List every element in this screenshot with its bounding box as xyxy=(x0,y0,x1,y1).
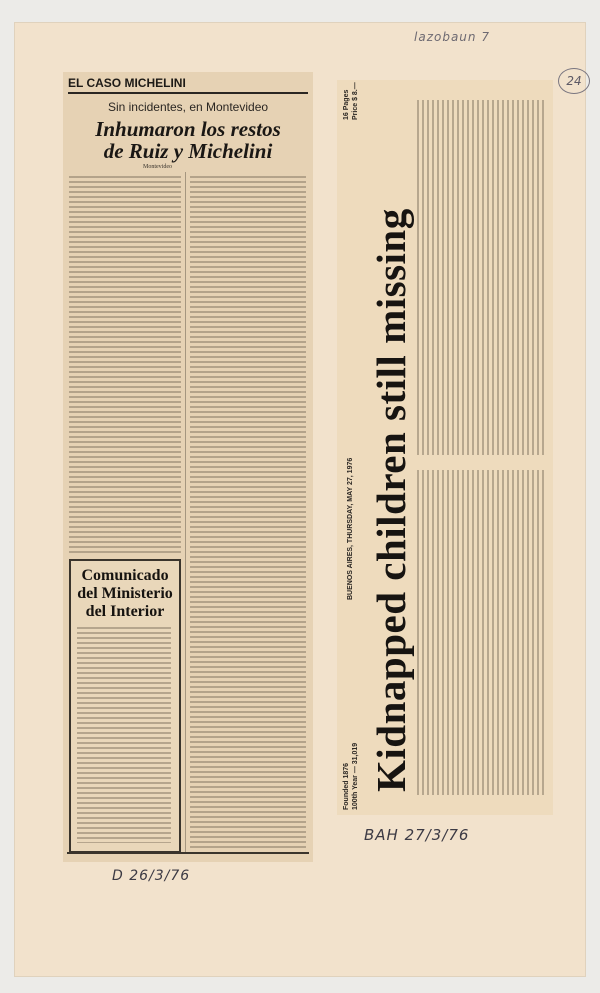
year-line: 100th Year — 31,019 xyxy=(352,742,359,810)
dateline: Montevideo xyxy=(143,164,172,170)
interior-ministry-box xyxy=(69,559,181,853)
article-column-1 xyxy=(417,470,545,795)
dateline: BUENOS AIRES, THURSDAY, MAY 27, 1976 xyxy=(347,457,354,600)
price-line: Price $ 8.— xyxy=(352,82,359,120)
box-text xyxy=(77,627,171,843)
pencil-annotation: lazobaun 7 xyxy=(414,30,490,44)
box-title-line-2: del Ministerio xyxy=(77,585,173,602)
article-column-2 xyxy=(417,100,545,455)
headline-line-2: de Ruiz y Michelini xyxy=(103,139,273,163)
right-source-annotation: BAH 27/3/76 xyxy=(364,826,470,844)
founded-line: Founded 1876 xyxy=(343,762,350,810)
page-number-circled: 24 xyxy=(558,68,590,94)
article-column-2 xyxy=(190,176,306,848)
box-title-line-3: del Interior xyxy=(85,603,165,620)
box-title-line-1: Comunicado xyxy=(81,567,169,584)
left-newspaper-clipping xyxy=(63,72,313,862)
right-newspaper-clipping xyxy=(337,80,553,815)
headline: Kidnapped children still missing xyxy=(368,208,414,792)
section-label: EL CASO MICHELINI xyxy=(68,76,308,94)
kicker: Sin incidentes, en Montevideo xyxy=(107,100,269,114)
headline-line-1: Inhumaron los restos xyxy=(95,117,281,141)
left-source-annotation: D 26/3/76 xyxy=(112,868,191,884)
bottom-rule xyxy=(67,852,309,854)
headline xyxy=(67,118,309,162)
box-title xyxy=(73,567,177,621)
column-divider xyxy=(185,172,186,852)
pages-line: 16 Pages xyxy=(343,89,350,120)
article-column-1 xyxy=(69,176,181,554)
